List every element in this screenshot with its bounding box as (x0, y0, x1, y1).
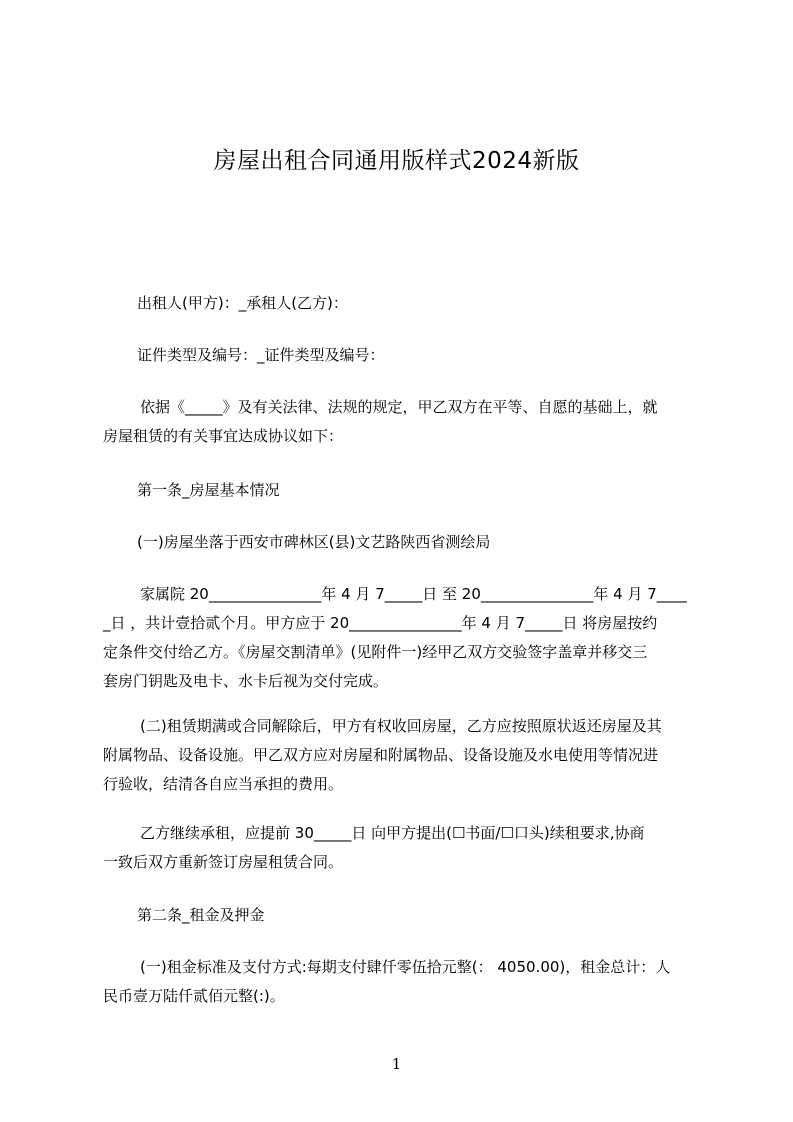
paragraph-line: 家属院 20_______________年 4 月 7_____日 至 20_______________年 4 月 7____ (140, 585, 687, 603)
paragraph-line: 定条件交付给乙方。《房屋交割清单》(见附件一)经甲乙双方交验签字盖章并移交三 (103, 643, 648, 661)
paragraph-line: 一致后双方重新签订房屋租赁合同。 (103, 853, 344, 871)
term-paragraph (103, 580, 703, 696)
paragraph-line: 依据《_____》及有关法律、法规的规定，甲乙双方在平等、自愿的基础上，就 (140, 398, 658, 416)
article-1-heading (137, 476, 737, 505)
paragraph-line: 乙方继续承租，应提前 30_____日 向甲方提出(☐书面/☐口头)续租要求,协商 (140, 824, 645, 842)
paragraph-line: 附属物品、设备设施。甲乙双方应对房屋和附属物品、设备设施及水电使用等情况进 (103, 746, 659, 764)
page-number: 1 (391, 1055, 402, 1073)
paragraph-line: 民币壹万陆仟贰佰元整(:)。 (103, 987, 285, 1005)
paragraph-line: _日 ，共计壹拾贰个月。甲方应于 20_______________年 4 月 7_____日 将房屋按约 (103, 614, 658, 632)
renewal-paragraph (103, 819, 703, 877)
party-line (137, 289, 737, 318)
rent-paragraph (103, 953, 703, 1011)
paragraph-line: 第二条_租金及押金 (137, 906, 265, 924)
document-title: 房屋出租合同通用版样式2024新版 (213, 148, 580, 174)
paragraph-line: (二)租赁期满或合同解除后，甲方有权收回房屋，乙方应按照原状返还房屋及其 (140, 717, 662, 735)
article-2-heading (137, 901, 737, 930)
return-paragraph (103, 712, 703, 799)
location-line (137, 528, 737, 557)
paragraph-line: (一)房屋坐落于西安市碑林区(县)文艺路陕西省测绘局 (137, 533, 491, 551)
paragraph-line: 证件类型及编号：_证件类型及编号： (137, 346, 385, 364)
paragraph-line: 出租人(甲方)：_承租人(乙方)： (137, 294, 348, 312)
paragraph-line: 房屋租赁的有关事宜达成协议如下： (103, 427, 344, 445)
preamble-paragraph (103, 393, 703, 451)
paragraph-line: 套房门钥匙及电卡、水卡后视为交付完成。 (103, 672, 389, 690)
paragraph-line: 第一条_房屋基本情况 (137, 481, 280, 499)
paragraph-line: (一)租金标准及支付方式:每期支付肆仟零伍拾元整(： 4050.00)，租金总计：人 (140, 958, 671, 976)
id-line (137, 341, 737, 370)
paragraph-line: 行验收，结清各自应当承担的费用。 (103, 775, 344, 793)
